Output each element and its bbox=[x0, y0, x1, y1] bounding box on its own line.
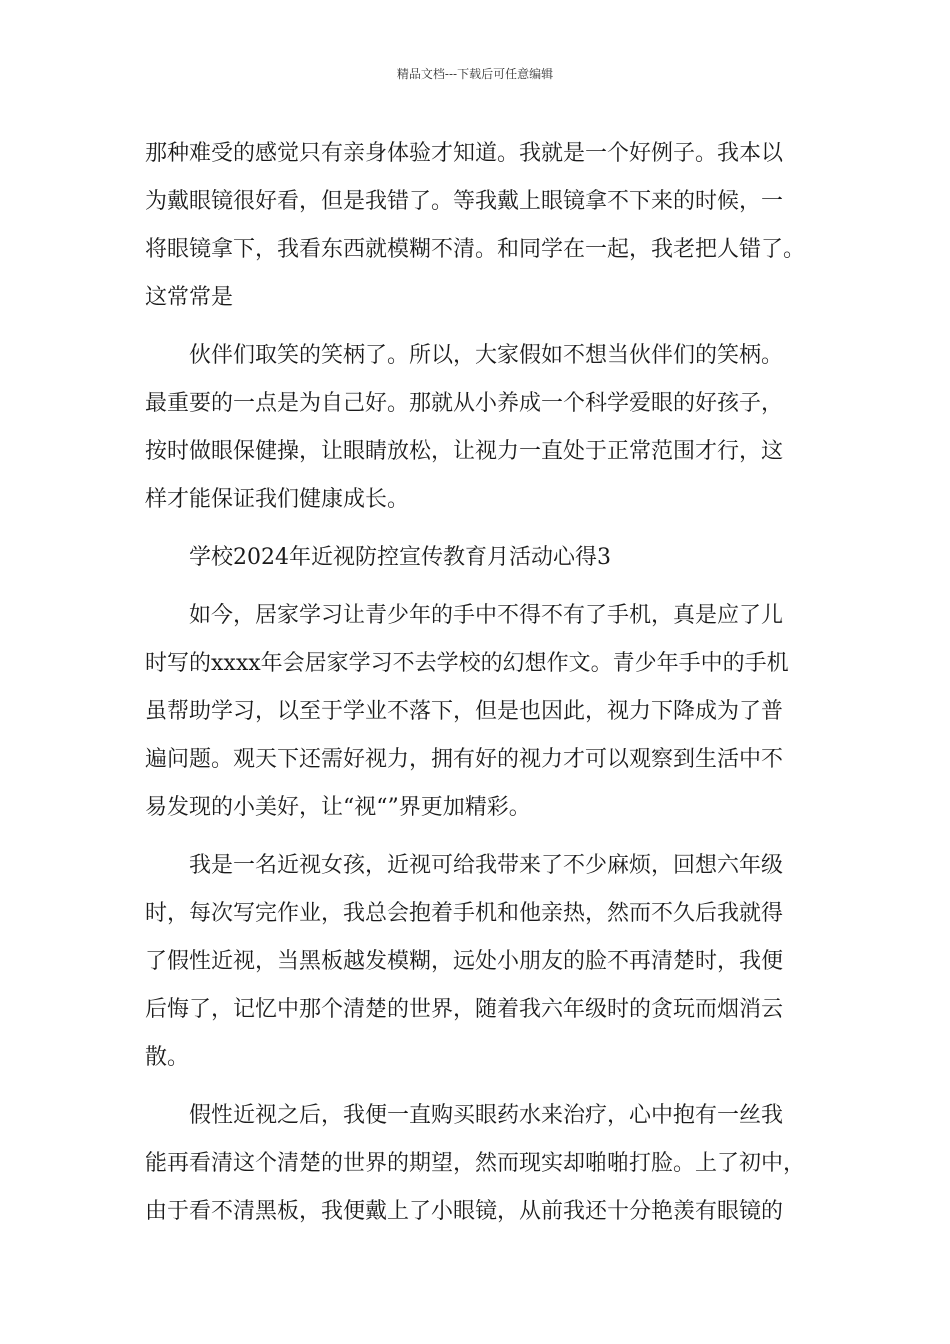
paragraph bbox=[145, 130, 825, 322]
text-line: 我是一名近视女孩，近视可给我带来了不少麻烦，回想六年级 bbox=[189, 853, 784, 878]
text-line: 那种难受的感觉只有亲身体验才知道。我就是一个好例子。我本以 bbox=[145, 141, 784, 166]
section-heading bbox=[145, 534, 825, 582]
text-line: 时写的xxxx年会居家学习不去学校的幻想作文。青少年手中的手机 bbox=[145, 651, 789, 676]
text-line: 如今，居家学习让青少年的手中不得不有了手机，真是应了儿 bbox=[189, 603, 784, 628]
paragraph bbox=[145, 1092, 825, 1236]
text-line: 散。 bbox=[145, 1045, 190, 1070]
text-line: 为戴眼镜很好看，但是我错了。等我戴上眼镜拿不下来的时候，一 bbox=[145, 189, 784, 214]
text-line: 易发现的小美好，让“视“”界更加精彩。 bbox=[145, 795, 531, 820]
paragraph bbox=[145, 592, 825, 832]
text-line: 时，每次写完作业，我总会抱着手机和他亲热，然而不久后我就得 bbox=[145, 901, 784, 926]
text-line: 假性近视之后，我便一直购买眼药水来治疗，心中抱有一丝我 bbox=[189, 1103, 784, 1128]
text-line: 遍问题。观天下还需好视力，拥有好的视力才可以观察到生活中不 bbox=[145, 747, 784, 772]
document-body bbox=[145, 130, 825, 1236]
text-line: 按时做眼保健操，让眼睛放松，让视力一直处于正常范围才行，这 bbox=[145, 439, 784, 464]
text-line: 这常常是 bbox=[145, 285, 234, 310]
text-line: 最重要的一点是为自己好。那就从小养成一个科学爱眼的好孩子， bbox=[145, 391, 784, 416]
page-header: 精品文档---下载后可任意编辑 bbox=[396, 67, 554, 81]
paragraph bbox=[145, 332, 825, 524]
text-line: 将眼镜拿下，我看东西就模糊不清。和同学在一起，我老把人错了。 bbox=[145, 237, 806, 262]
text-line: 了假性近视，当黑板越发模糊，远处小朋友的脸不再清楚时，我便 bbox=[145, 949, 784, 974]
text-line: 能再看清这个清楚的世界的期望，然而现实却啪啪打脸。上了初中， bbox=[145, 1151, 806, 1176]
text-line: 伙伴们取笑的笑柄了。所以，大家假如不想当伙伴们的笑柄。 bbox=[189, 343, 784, 368]
text-line: 后悔了，记忆中那个清楚的世界，随着我六年级时的贪玩而烟消云 bbox=[145, 997, 784, 1022]
text-line: 虽帮助学习，以至于学业不落下，但是也因此，视力下降成为了普 bbox=[145, 699, 784, 724]
text-line: 由于看不清黑板，我便戴上了小眼镜，从前我还十分艳羡有眼镜的 bbox=[145, 1199, 784, 1224]
text-line: 样才能保证我们健康成长。 bbox=[145, 487, 410, 512]
paragraph bbox=[145, 842, 825, 1082]
heading-text: 学校2024年近视防控宣传教育月活动心得3 bbox=[189, 545, 611, 570]
